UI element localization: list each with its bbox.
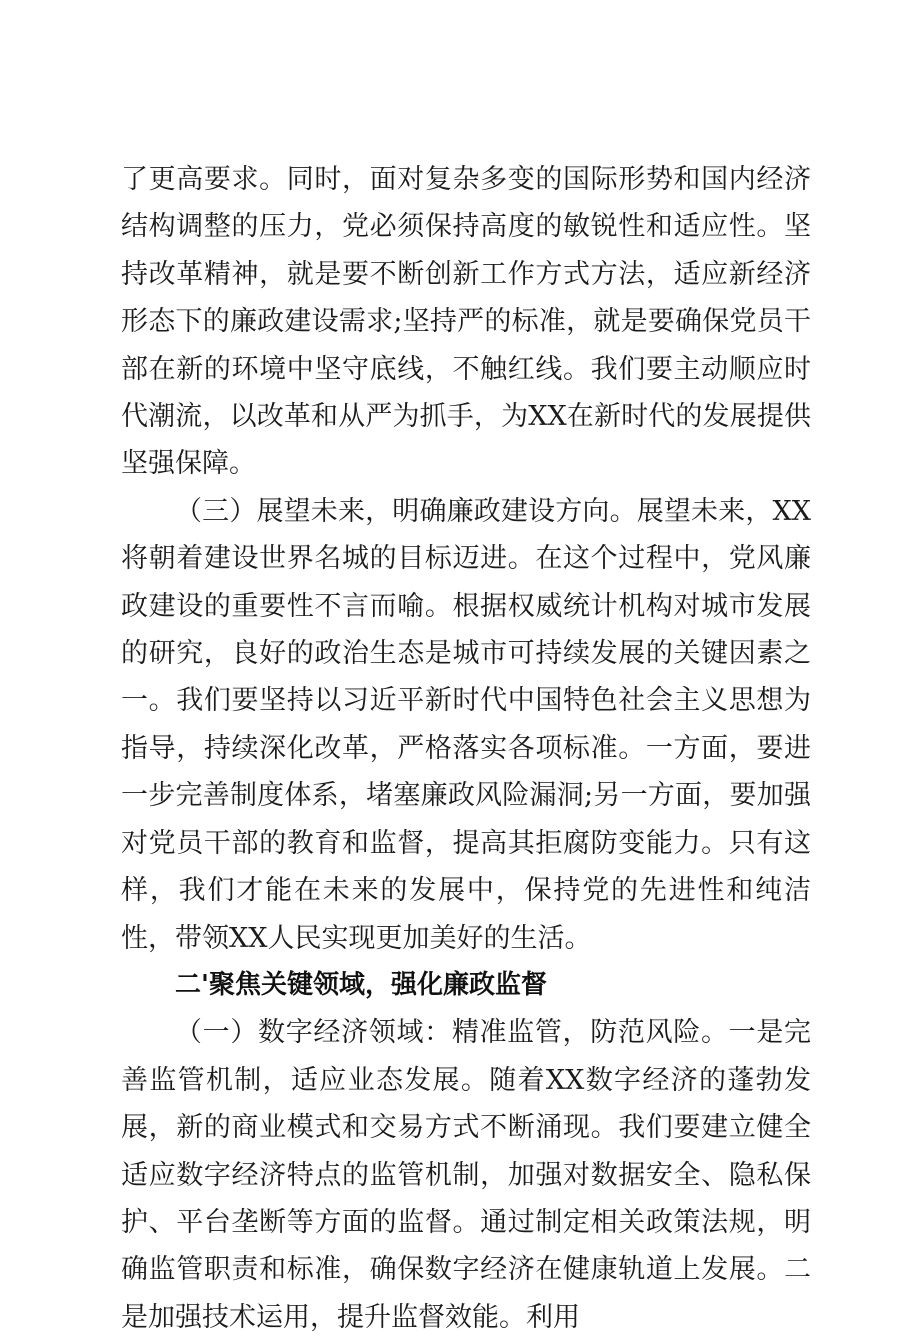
paragraph-continued: 了更高要求。同时，面对复杂多变的国际形势和国内经济结构调整的压力，党必须保持高度的敏锐性和适应性。坚持改革精神，就是要不断创新工作方式方法，适应新经济形态下的廉政建设需求;坚持严的标准，就是要确保党员干部在新的环境中坚守底线，不触红线。我们要主动顺应时代潮流，以改革和从严为抓手，为XX在新时代的发展提供坚强保障。 bbox=[121, 164, 811, 480]
paragraph-section-3: （三）展望未来，明确廉政建设方向。展望未来，XX将朝着建设世界名城的目标迈进。在这个过程中，党风廉政建设的重要性不言而喻。根据权威统计机构对城市发展的研究，良好的政治生态是城市可持续发展的关键因素之一。我们要坚持以习近平新时代中国特色社会主义思想为指导，持续深化改革，严格落实各项标准。一方面，要进一步完善制度体系，堵塞廉政风险漏洞;另一方面，要加强对党员干部的教育和监督，提高其拒腐防变能力。只有这样，我们才能在未来的发展中，保持党的先进性和纯洁性，带领XX人民实现更加美好的生活。 bbox=[121, 495, 811, 954]
section-heading-2: 二'聚焦关键领域，强化廉政监督 bbox=[175, 969, 547, 1000]
document-body bbox=[121, 156, 811, 1341]
paragraph-digital-economy: （一）数字经济领域：精准监管，防范风险。一是完善监管机制，适应业态发展。随着XX数字经济的蓬勃发展，新的商业模式和交易方式不断涌现。我们要建立健全适应数字经济特点的监管机制，加强对数据安全、隐私保护、平台垄断等方面的监督。通过制定相关政策法规，明确监管职责和标准，确保数字经济在健康轨道上发展。二是加强技术运用，提升监督效能。利用 bbox=[121, 1017, 811, 1333]
